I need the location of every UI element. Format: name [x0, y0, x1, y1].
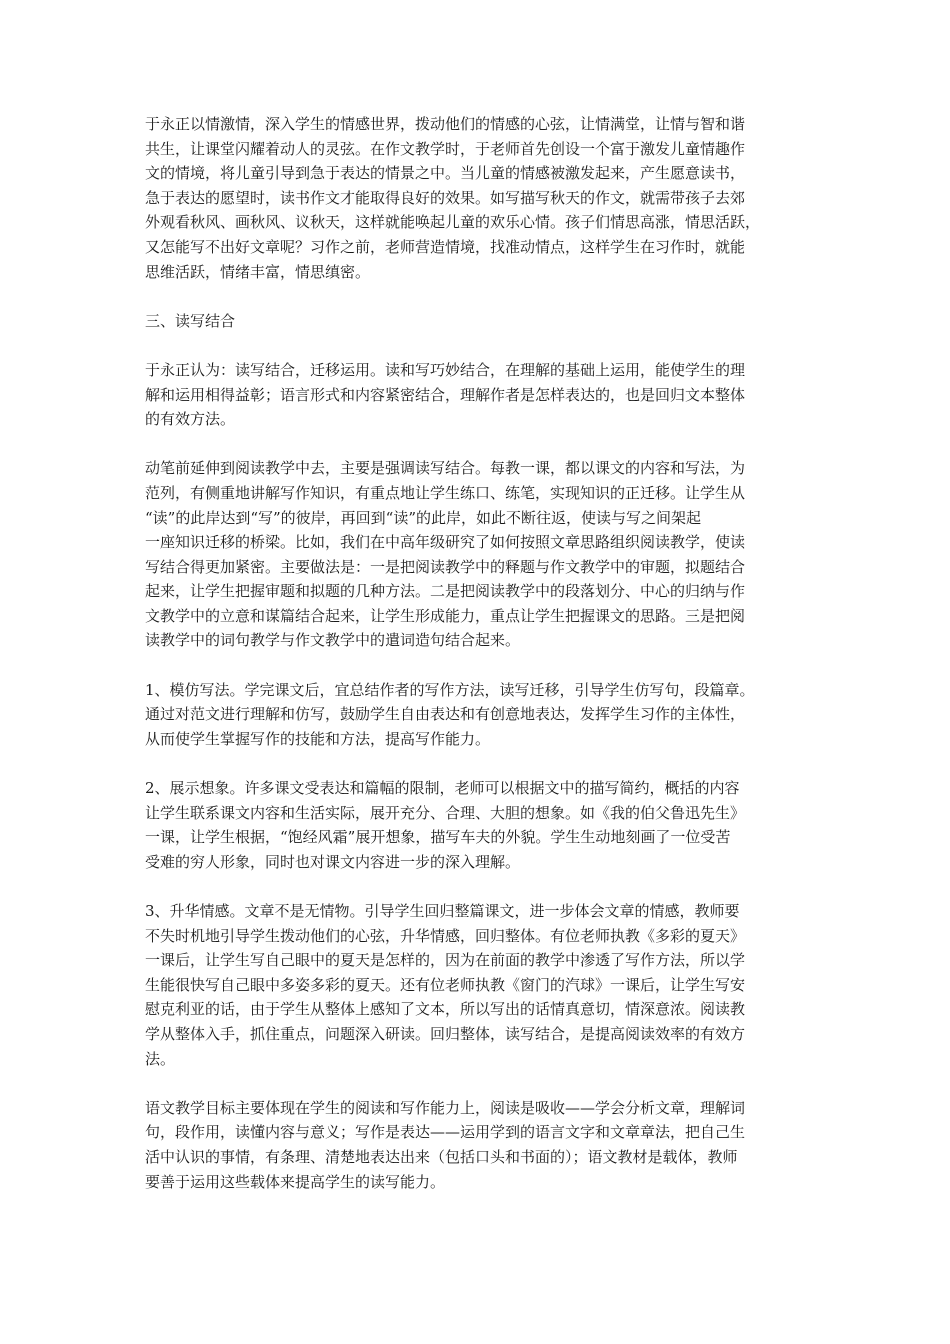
- paragraph-reading-writing-view: 于永正认为：读写结合，迁移运用。读和写巧妙结合，在理解的基础上运用，能使学生的理 解和运用相得益彰；语言形式和内容紧密结合，理解作者是怎样表达的，也是回归文本整体 的有效方法。: [145, 360, 746, 429]
- paragraph-teaching-goals: 语文教学目标主要体现在学生的阅读和写作能力上，阅读是吸收——学会分析文章，理解词 句，段作用，读懂内容与意义；写作是表达——运用学到的语言文字和文章章法，把自己生 活中认识的事情，有条理、清楚地表达出来（包括口头和书面的）；语文教材是载体，教师 要善于运用这些载体来提高学生的读写能力。: [145, 1098, 746, 1191]
- document-body: [145, 112, 809, 1219]
- paragraph-imagination: 2、展示想象。许多课文受表达和篇幅的限制，老师可以根据文中的描写简约，概括的内容 让学生联系课文内容和生活实际，展开充分、合理、大胆的想象。如《我的伯父鲁迅先生》 一课，让学生根据，“饱经风霜”展开想象，描写车夫的外貌。学生生动地刻画了一位受苦 受难的穷人形象，同时也对课文内容进一步的深入理解。: [145, 779, 746, 871]
- paragraph-emotion-teaching: 于永正以情激情，深入学生的情感世界，拨动他们的情感的心弦，让情满堂，让情与智和谐 共生，让课堂闪耀着动人的灵弦。在作文教学时，于老师首先创设一个富于激发儿童情趣作 文的情境，将儿童引导到急于表达的情景之中。当儿童的情感被激发起来，产生愿意读书， 急于表达的愿望时，读书作文才能取得良好的效果。如写描写秋天的作文，就需带孩子去郊 外观看秋风、画秋风、议秋天，这样就能唤起儿童的欢乐心情。孩子们情思高涨，情思活跃， 又怎能写不出好文章呢？习作之前，老师营造情境，找准动情点，这样学生在习作时，就能 思维活跃，情绪丰富，情思缜密。: [145, 115, 761, 281]
- paragraph-imitate-writing: 1、模仿写法。学完课文后，宜总结作者的写作方法，读写迁移，引导学生仿写句，段篇章。 通过对范文进行理解和仿写，鼓励学生自由表达和有创意地表达，发挥学生习作的主体性， 从而使学生掌握写作的技能和方法，提高写作能力。: [145, 680, 755, 748]
- section-heading-reading-writing: 三、读写结合: [145, 311, 236, 330]
- paragraph-elevate-emotion: 3、升华情感。文章不是无情物。引导学生回归整篇课文，进一步体会文章的情感，教师要 不失时机地引导学生拨动他们的心弦，升华情感，回归整体。有位老师执教《多彩的夏天》 一课后，让学生写自己眼中的夏天是怎样的，因为在前面的教学中渗透了写作方法，所以学 生能很快写自己眼中多姿多彩的夏天。还有位老师执教《窗门的汽球》一课后，让学生写安 慰克利亚的话，由于学生从整体上感知了文本，所以写出的话情真意切，情深意浓。阅读教 学从整体入手，抓住重点，问题深入研读。回归整体，读写结合，是提高阅读效率的有效方 法。: [145, 902, 746, 1068]
- paragraph-reading-writing-practice: 动笔前延伸到阅读教学中去，主要是强调读写结合。每教一课，都以课文的内容和写法，为 范列，有侧重地讲解写作知识，有重点地让学生练口、练笔，实现知识的正迁移。让学生从 “读”的此岸达到“写”的彼岸，再回到“读”的此岸，如此不断往返，使读与写之间架起 一座知识迁移的桥梁。比如，我们在中高年级研究了如何按照文章思路组织阅读教学，使读 写结合得更加紧密。主要做法是：一是把阅读教学中的释题与作文教学中的审题，拟题结合 起来，让学生把握审题和拟题的几种方法。二是把阅读教学中的段落划分、中心的归纳与作 文教学中的立意和谋篇结合起来，让学生形成能力，重点让学生把握课文的思路。三是把阅 读教学中的词句教学与作文教学中的遣词造句结合起来。: [145, 459, 746, 650]
